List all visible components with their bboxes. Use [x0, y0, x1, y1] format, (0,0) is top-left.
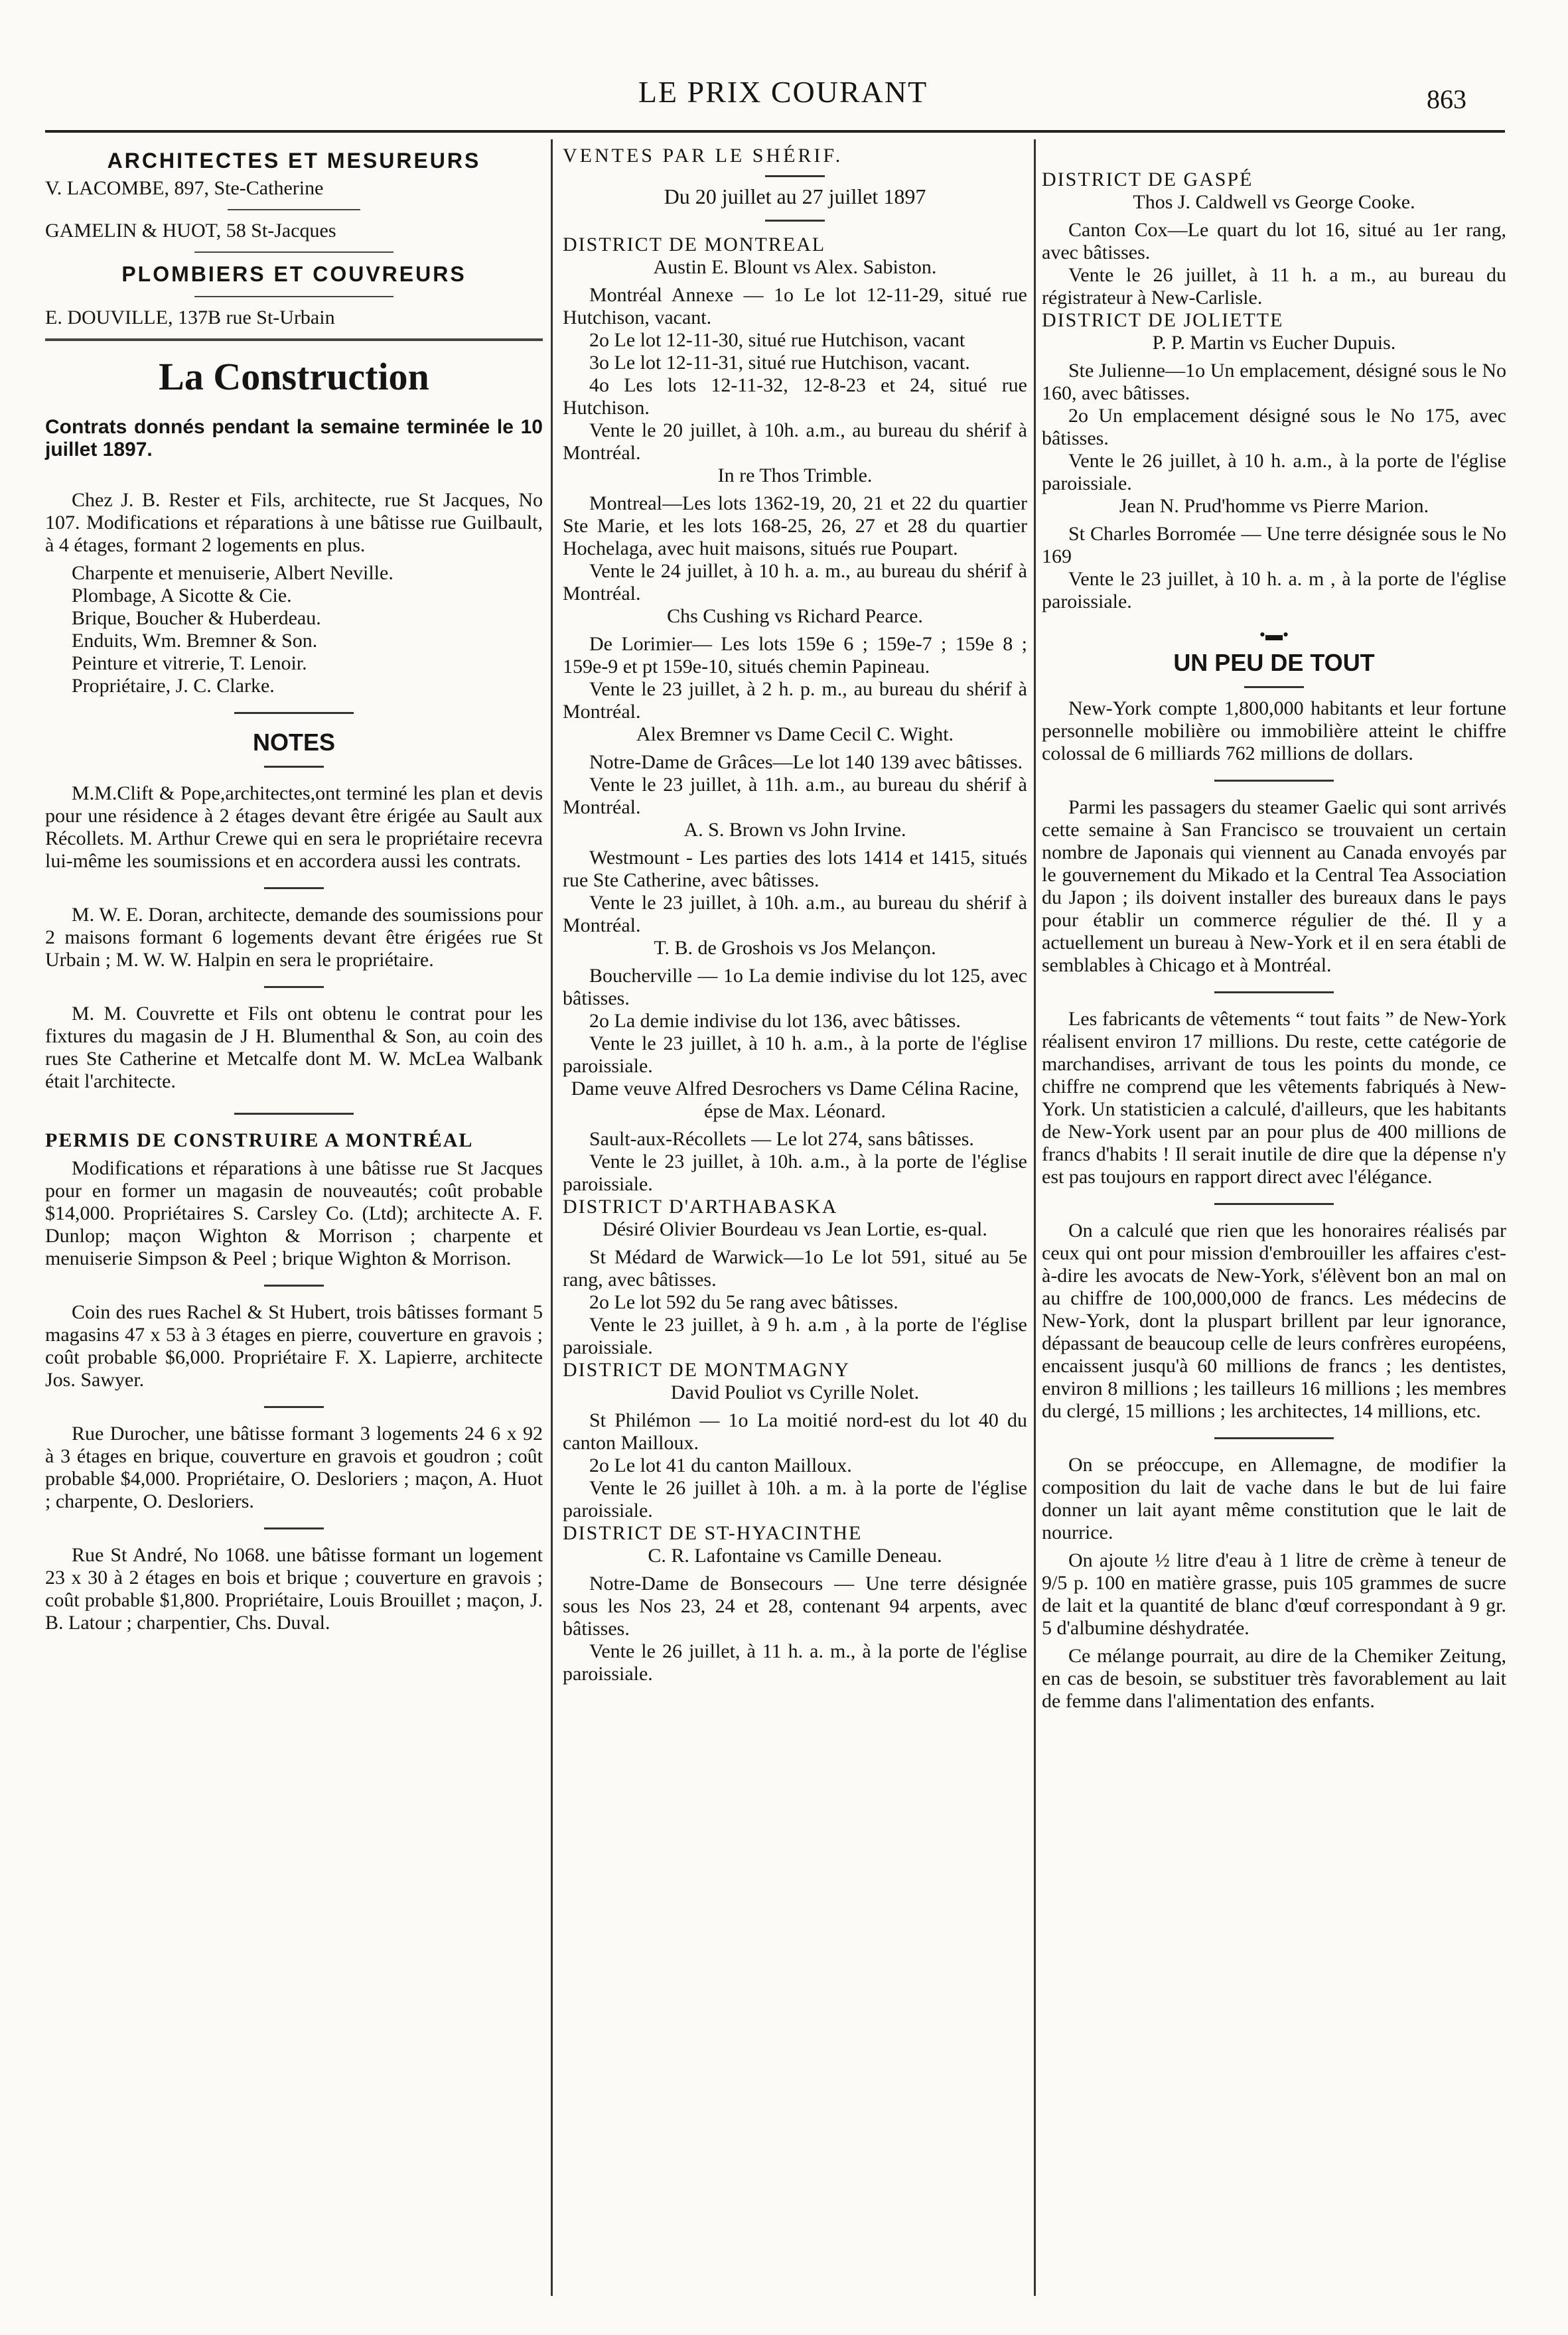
- sale-paragraph: Vente le 20 juillet, à 10h. a.m., au bureau du shérif à Montréal.: [563, 419, 1027, 464]
- section-rule: [1214, 1203, 1334, 1205]
- directory-entry: V. LACOMBE, 897, Ste-Catherine: [45, 177, 324, 199]
- tout-paragraph: Ce mélange pourrait, au dire de la Chemiker Zeitung, en cas de besoin, se substituer très favorablement au lait de femme dans l'alimentation des enfants.: [1042, 1645, 1506, 1712]
- sale-paragraph: 2o Un emplacement désigné sous le No 175, avec bâtisses.: [1042, 405, 1506, 449]
- header-rule: [45, 130, 1505, 133]
- sale-paragraph: Vente le 24 juillet, à 10 h. a. m., au bureau du shérif à Montréal.: [563, 560, 1027, 604]
- permit-paragraph: Rue St André, No 1068. une bâtisse formant un logement 23 x 30 à 2 étages en bois et brique ; couverture en gravois ; coût probable $1,800. Propriétaire, Louis Brouillet ; maçon, J. B. Latour ; charpentier, Chs. Duval.: [45, 1544, 543, 1634]
- section-rule: [264, 1527, 324, 1529]
- section-rule: [264, 986, 324, 988]
- section-rule: [264, 766, 324, 768]
- case-title: P. P. Martin vs Eucher Dupuis.: [1152, 332, 1396, 354]
- sale-paragraph: 2o Le lot 592 du 5e rang avec bâtisses.: [589, 1291, 898, 1313]
- section-rule: [765, 175, 825, 177]
- tout-paragraph: New-York compte 1,800,000 habitants et leur fortune personnelle mobilière ou immobilière atteint le chiffre colossal de 6 milliards 762 millions de dollars.: [1042, 697, 1506, 764]
- sale-paragraph: Vente le 23 juillet, à 10 h. a. m , à la porte de l'église paroissiale.: [1042, 568, 1506, 612]
- tout-paragraph: On a calculé que rien que les honoraires réalisés par ceux qui ont pour mission d'embrouiller les affaires c'est-à-dire les avocats de New-York, s'élèvent bon an mal on au chiffre de 100,000,000 de francs. Les médecins de New-York, dont la pluspart brillent par leur ignorance, dépassant de beaucoup celle de leurs confrères européens, encaissent jusqu'à 60 millions de francs ; les dentistes, environ 8 millions ; les tailleurs 16 millions ; les membres du clergé, 15 millions ; les architectes, 14 millions, etc.: [1042, 1220, 1506, 1422]
- tout-paragraph: Parmi les passagers du steamer Gaelic qui sont arrivés cette semaine à San Francisco se trouvaient un certain nombre de Japonais qui viennent au Canada envoyés par le gouvernement du Mikado et la Central Tea Association du Japon ; ils doivent installer des bureaux dans le pays pour établir un commerce régulier de thé. Il y a actuellement un bureau à New-York et il en sera établi de semblables à Chicago et à Montréal.: [1042, 796, 1506, 976]
- contract-paragraph: Enduits, Wm. Bremner & Son.: [72, 630, 318, 652]
- directory-entry: E. DOUVILLE, 137B rue St-Urbain: [45, 307, 335, 328]
- permit-paragraph: Modifications et réparations à une bâtisse rue St Jacques pour en former un magasin de nouveautés; coût probable $14,000. Propriétaires S. Carsley Co. (Ltd); architecte A. F. Dunlop; maçon Wighton & Morrison ; charpente et menuiserie Simpson & Peel ; brique Wighton & Morrison.: [45, 1157, 543, 1269]
- contracts-caption: Contrats donnés pendant la semaine terminée le 10 juillet 1897.: [45, 416, 543, 460]
- sale-paragraph: Boucherville — 1o La demie indivise du lot 125, avec bâtisses.: [563, 965, 1027, 1009]
- contract-paragraph: Propriétaire, J. C. Clarke.: [72, 675, 275, 697]
- sale-paragraph: Westmount - Les parties des lots 1414 et 1415, situés rue Ste Catherine, avec bâtisses.: [563, 847, 1027, 891]
- fleuron-ornament-icon: •▬•: [1259, 625, 1289, 644]
- sale-paragraph: Vente le 23 juillet, à 10h. a.m., à la porte de l'église paroissiale.: [563, 1151, 1027, 1195]
- column-divider-1: [551, 139, 553, 2296]
- tout-title: UN PEU DE TOUT: [1173, 649, 1375, 676]
- case-title: Thos J. Caldwell vs George Cooke.: [1133, 191, 1415, 213]
- case-title: In re Thos Trimble.: [717, 464, 873, 486]
- district-heading: DISTRICT DE MONTREAL: [563, 234, 826, 255]
- sale-paragraph: Vente le 23 juillet, à 10 h. a.m., à la porte de l'église paroissiale.: [563, 1032, 1027, 1077]
- sale-paragraph: Vente le 26 juillet, à 10 h. a.m., à la porte de l'église paroissiale.: [1042, 450, 1506, 494]
- sale-paragraph: Ste Julienne—1o Un emplacement, désigné sous le No 160, avec bâtisses.: [1042, 360, 1506, 404]
- sale-paragraph: Vente le 23 juillet, à 9 h. a.m , à la porte de l'église paroissiale.: [563, 1314, 1027, 1358]
- tout-paragraph: On se préoccupe, en Allemagne, de modifier la composition du lait de vache dans le but de lui faire donner un lait ayant même constitution que le lait de nourrice.: [1042, 1454, 1506, 1543]
- district-heading: DISTRICT DE GASPÉ: [1042, 169, 1253, 190]
- permit-paragraph: Rue Durocher, une bâtisse formant 3 logements 24 6 x 92 à 3 étages en brique, couverture en gravois et goudron ; coût probable $4,000. Propriétaire, O. Desloriers ; maçon, A. Huot ; charpente, O. Desloriers.: [45, 1423, 543, 1512]
- section-rule: [234, 712, 354, 714]
- architects-heading: ARCHITECTES ET MESUREURS: [107, 149, 481, 173]
- section-rule: [234, 1113, 354, 1115]
- permit-paragraph: Coin des rues Rachel & St Hubert, trois bâtisses formant 5 magasins 47 x 53 à 3 étages en pierre, couverture en gravois ; coût probable $6,000. Propriétaire F. X. Lapierre, architecte Jos. Sawyer.: [45, 1301, 543, 1391]
- sale-paragraph: Vente le 26 juillet, à 11 h. a. m., à la porte de l'église paroissiale.: [563, 1640, 1027, 1685]
- case-title: T. B. de Groshois vs Jos Melançon.: [654, 937, 936, 959]
- notes-title: NOTES: [252, 729, 335, 756]
- page-number: 863: [1427, 84, 1466, 114]
- section-rule: [264, 887, 324, 889]
- divider: [45, 338, 543, 341]
- case-title: A. S. Brown vs John Irvine.: [683, 819, 906, 841]
- column-divider-2: [1034, 139, 1036, 2296]
- sale-paragraph: St Médard de Warwick—1o Le lot 591, situé au 5e rang, avec bâtisses.: [563, 1246, 1027, 1291]
- district-heading: DISTRICT DE ST-HYACINTHE: [563, 1522, 863, 1544]
- contract-paragraph: Peinture et vitrerie, T. Lenoir.: [72, 652, 307, 674]
- case-title: Désiré Olivier Bourdeau vs Jean Lortie, es-qual.: [603, 1218, 987, 1240]
- sale-paragraph: Vente le 23 juillet, à 10h. a.m., au bureau du shérif à Montréal.: [563, 892, 1027, 936]
- sheriff-sales-dates: Du 20 juillet au 27 juillet 1897: [664, 184, 926, 208]
- permits-heading: PERMIS DE CONSTRUIRE A MONTRÉAL: [45, 1129, 474, 1151]
- column-right: [1042, 145, 1506, 1713]
- divider: [194, 296, 393, 297]
- contract-paragraph: Charpente et menuiserie, Albert Neville.: [72, 562, 393, 584]
- divider: [228, 209, 360, 210]
- case-title: Dame veuve Alfred Desrochers vs Dame Célina Racine, épse de Max. Léonard.: [571, 1078, 1019, 1122]
- case-title: Austin E. Blount vs Alex. Sabiston.: [653, 256, 937, 278]
- note-paragraph: M.M.Clift & Pope,architectes,ont terminé les plan et devis pour une résidence à 2 étages devant être érigée au Sault aux Récollets. M. Arthur Crewe qui en sera le propriétaire recevra lui-même les soumissions et en accordera aussi les contrats.: [45, 782, 543, 872]
- construction-title: La Construction: [159, 355, 429, 398]
- sale-paragraph: Vente le 23 juillet, à 2 h. p. m., au bureau du shérif à Montréal.: [563, 678, 1027, 723]
- section-rule: [1244, 686, 1304, 688]
- section-rule: [264, 1285, 324, 1287]
- sale-paragraph: 2o La demie indivise du lot 136, avec bâtisses.: [589, 1010, 961, 1032]
- plumbers-heading: PLOMBIERS ET COUVREURS: [121, 262, 466, 286]
- sale-paragraph: Notre-Dame de Grâces—Le lot 140 139 avec bâtisses.: [589, 751, 1023, 773]
- sale-paragraph: Sault-aux-Récollets — Le lot 274, sans bâtisses.: [589, 1128, 974, 1150]
- page-header-title: LE PRIX COURANT: [638, 75, 928, 109]
- column-middle: [563, 145, 1027, 1685]
- contract-paragraph: Chez J. B. Rester et Fils, architecte, rue St Jacques, No 107. Modifications et réparations à une bâtisse rue Guilbault, à 4 étages, formant 2 logements en plus.: [45, 489, 543, 556]
- tout-paragraph: Les fabricants de vêtements “ tout faits ” de New-York réalisent environ 17 millions. Du reste, cette catégorie de marchandises, arrivant de tous les points du monde, ce chiffre ne comprend que les vêtements fabriqués à New-York. Un statisticien a calculé, d'ailleurs, que les habitants de New-York usent par an pour plus de 400 millions de francs d'habits ! Il serait inutile de dire que la dépense n'y est pas toujours en rapport direct avec l'élégance.: [1042, 1008, 1506, 1188]
- sale-paragraph: 2o Le lot 12-11-30, situé rue Hutchison, vacant: [589, 329, 965, 351]
- section-rule: [1214, 1437, 1334, 1439]
- district-heading: DISTRICT D'ARTHABASKA: [563, 1196, 838, 1218]
- case-title: Alex Bremner vs Dame Cecil C. Wight.: [636, 723, 954, 745]
- sheriff-sales-title: VENTES PAR LE SHÉRIF.: [563, 145, 843, 167]
- sale-paragraph: Canton Cox—Le quart du lot 16, situé au 1er rang, avec bâtisses.: [1042, 219, 1506, 263]
- section-rule: [264, 1406, 324, 1408]
- sale-paragraph: 4o Les lots 12-11-32, 12-8-23 et 24, situé rue Hutchison.: [563, 374, 1027, 419]
- district-heading: DISTRICT DE JOLIETTE: [1042, 309, 1284, 331]
- note-paragraph: M. W. E. Doran, architecte, demande des soumissions pour 2 maisons formant 6 logements devant être érigées rue St Urbain ; M. W. W. Halpin en sera le propriétaire.: [45, 904, 543, 971]
- directory-entry: GAMELIN & HUOT, 58 St-Jacques: [45, 220, 336, 242]
- case-title: C. R. Lafontaine vs Camille Deneau.: [648, 1545, 942, 1567]
- contract-paragraph: Plombage, A Sicotte & Cie.: [72, 585, 292, 606]
- case-title: David Pouliot vs Cyrille Nolet.: [670, 1381, 920, 1403]
- sale-paragraph: Montreal—Les lots 1362-19, 20, 21 et 22 du quartier Ste Marie, et les lots 168-25, 26, 27 et 28 du quartier Hochelaga, avec huit maisons, situés rue Poupart.: [563, 492, 1027, 559]
- sale-paragraph: De Lorimier— Les lots 159e 6 ; 159e-7 ; 159e 8 ; 159e-9 et pt 159e-10, situés chemin Papineau.: [563, 633, 1027, 677]
- section-rule: [765, 220, 825, 222]
- section-rule: [1214, 780, 1334, 782]
- section-rule: [1214, 991, 1334, 993]
- sale-paragraph: Montréal Annexe — 1o Le lot 12-11-29, situé rue Hutchison, vacant.: [563, 284, 1027, 328]
- sale-paragraph: Notre-Dame de Bonsecours — Une terre désignée sous les Nos 23, 24 et 28, contenant 94 arpents, avec bâtisses.: [563, 1573, 1027, 1640]
- case-title: Chs Cushing vs Richard Pearce.: [667, 605, 923, 627]
- sale-paragraph: Vente le 23 juillet, à 11h. a.m., au bureau du shérif à Montréal.: [563, 774, 1027, 818]
- case-title: Jean N. Prud'homme vs Pierre Marion.: [1119, 495, 1429, 517]
- contract-paragraph: Brique, Boucher & Huberdeau.: [72, 607, 321, 629]
- note-paragraph: M. M. Couvrette et Fils ont obtenu le contrat pour les fixtures du magasin de J H. Blumenthal & Son, au coin des rues Ste Catherine et Metcalfe dont M. W. McLea Walbank était l'architecte.: [45, 1003, 543, 1092]
- district-heading: DISTRICT DE MONTMAGNY: [563, 1359, 851, 1381]
- sale-paragraph: St Charles Borromée — Une terre désignée sous le No 169: [1042, 523, 1506, 567]
- sale-paragraph: St Philémon — 1o La moitié nord-est du lot 40 du canton Mailloux.: [563, 1409, 1027, 1454]
- sale-paragraph: 3o Le lot 12-11-31, situé rue Hutchison, vacant.: [589, 352, 970, 374]
- sale-paragraph: 2o Le lot 41 du canton Mailloux.: [589, 1454, 852, 1476]
- column-left: [45, 145, 543, 1634]
- sale-paragraph: Vente le 26 juillet, à 11 h. a m., au bureau du régistrateur à New-Carlisle.: [1042, 264, 1506, 309]
- divider: [194, 251, 393, 253]
- sale-paragraph: Vente le 26 juillet à 10h. a m. à la porte de l'église paroissiale.: [563, 1477, 1027, 1521]
- tout-paragraph: On ajoute ½ litre d'eau à 1 litre de crème à teneur de 9/5 p. 100 en matière grasse, puis 105 grammes de sucre de lait et la quantité de blanc d'œuf correspondant à 9 gr. 5 d'albumine déshydratée.: [1042, 1549, 1506, 1639]
